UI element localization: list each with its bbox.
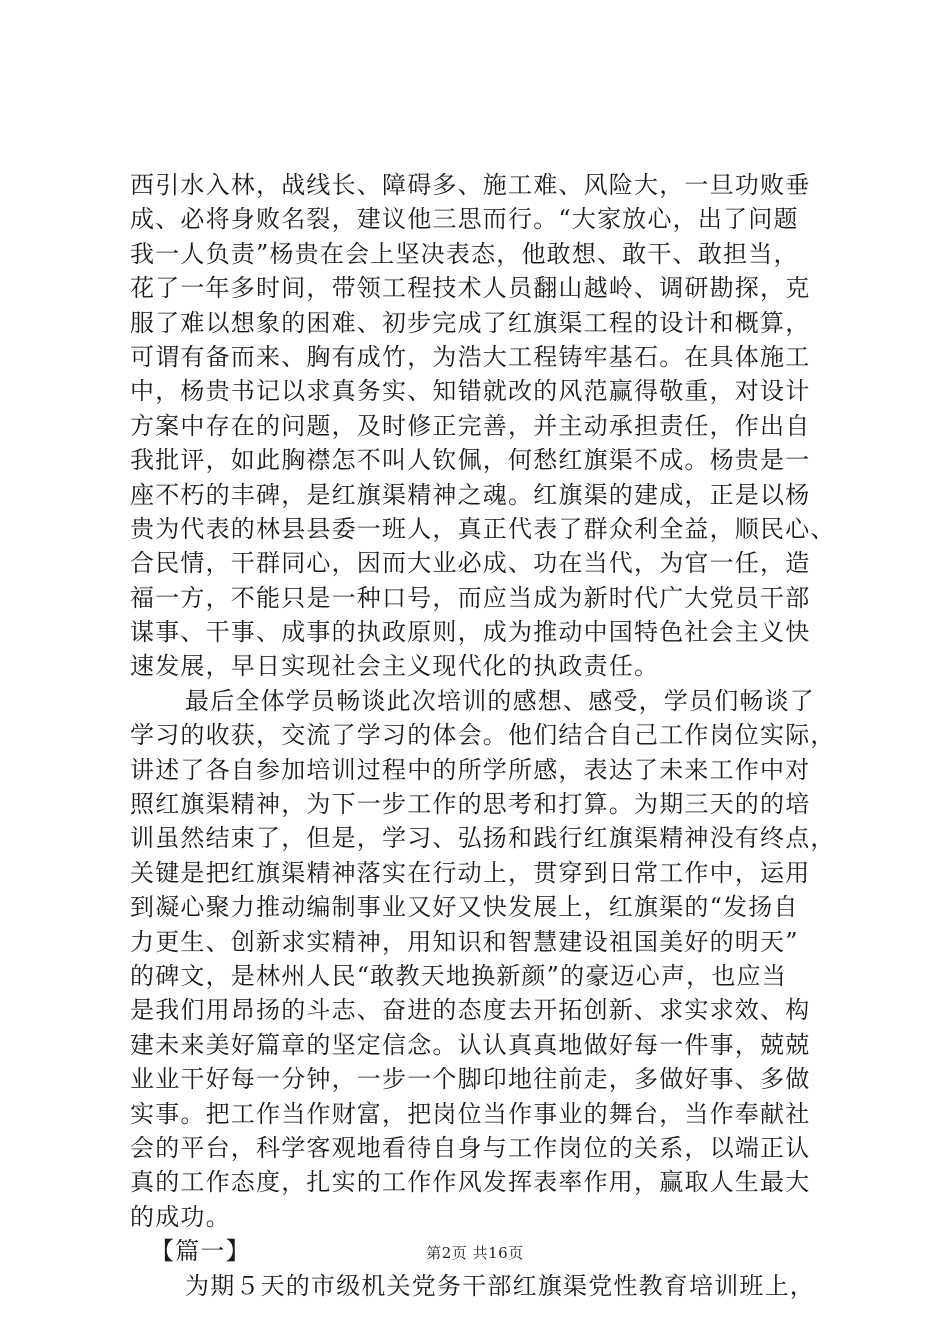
text-line: 会的平台，科学客观地看待自身与工作岗位的关系，以端正认 (130, 1133, 811, 1162)
text-line: 的碑文，是林州人民“敢教天地换新颜”的豪迈心声，也应当 (130, 961, 787, 990)
text-line: 讲述了各自参加培训过程中的所学所感，表达了未来工作中对 (130, 755, 811, 784)
text-line: 力更生、创新求实精神，用知识和智慧建设祖国美好的明天” (130, 927, 799, 956)
text-line: 可谓有备而来、胸有成竹，为浩大工程铸牢基石。在具体施工 (130, 342, 811, 371)
text-line: 到凝心聚力推动编制事业又好又快发展上，红旗渠的“发扬自 (130, 893, 799, 922)
page-footer: 第2页 共16页 (426, 1244, 524, 1262)
text-line: 实事。把工作当作财富，把岗位当作事业的舞台，当作奉献社 (130, 1099, 811, 1128)
text-line: 服了难以想象的困难、初步完成了红旗渠工程的设计和概算， (130, 308, 811, 337)
text-line: 是我们用昂扬的斗志、奋进的态度去开拓创新、求实求效、构 (130, 996, 811, 1025)
text-line: 速发展，早日实现社会主义现代化的执政责任。 (130, 652, 660, 681)
text-line: 我批评，如此胸襟怎不叫人钦佩，何愁红旗渠不成。杨贵是一 (130, 446, 811, 475)
text-line: 谋事、干事、成事的执政原则，成为推动中国特色社会主义快 (130, 618, 811, 647)
document-body (130, 168, 836, 1303)
text-line: 合民情，干群同心，因而大业必成、功在当代，为官一任，造 (130, 549, 811, 578)
text-line: 我一人负责”杨贵在会上坚决表态，他敢想、敢干、敢担当， (130, 239, 799, 268)
text-line: 成、必将身败名裂，建议他三思而行。“大家放心，出了问题 (130, 205, 799, 234)
text-line: 花了一年多时间，带领工程技术人员翻山越岭、调研勘探，克 (130, 274, 811, 303)
text-line: 座不朽的丰碑，是红旗渠精神之魂。红旗渠的建成，正是以杨 (130, 480, 811, 509)
text-line: 照红旗渠精神，为下一步工作的思考和打算。为期三天的的培 (130, 790, 811, 819)
text-line: 西引水入林，战线长、障碍多、施工难、风险大，一旦功败垂 (130, 171, 811, 199)
text-line: 方案中存在的问题，及时修正完善，并主动承担责任，作出自 (130, 411, 811, 440)
section-heading: 【篇一】 (150, 1237, 251, 1266)
text-line: 训虽然结束了，但是，学习、弘扬和践行红旗渠精神没有终点， (130, 824, 836, 853)
text-line: 业业干好每一分钟，一步一个脚印地往前走，多做好事、多做 (130, 1065, 811, 1094)
text-line: 真的工作态度，扎实的工作作风发挥表率作用，赢取人生最大 (130, 1168, 811, 1197)
paragraph-start-line: 为期５天的市级机关党务干部红旗渠党性教育培训班上， (185, 1271, 815, 1300)
paragraph-start-line: 最后全体学员畅谈此次培训的感想、感受，学员们畅谈了 (185, 686, 815, 715)
text-line: 建未来美好篇章的坚定信念。认认真真地做好每一件事，兢兢 (130, 1030, 811, 1059)
text-line: 的成功。 (130, 1202, 231, 1231)
text-line: 福一方，不能只是一种口号，而应当成为新时代广大党员干部 (130, 583, 811, 612)
text-line: 贵为代表的林县县委一班人，真正代表了群众利全益，顺民心、 (130, 514, 836, 543)
text-line: 关键是把红旗渠精神落实在行动上，贯穿到日常工作中，运用 (130, 858, 811, 887)
text-line: 中，杨贵书记以求真务实、知错就改的风范赢得敬重，对设计 (130, 377, 811, 406)
text-line: 学习的收获，交流了学习的体会。他们结合自己工作岗位实际， (130, 721, 836, 750)
